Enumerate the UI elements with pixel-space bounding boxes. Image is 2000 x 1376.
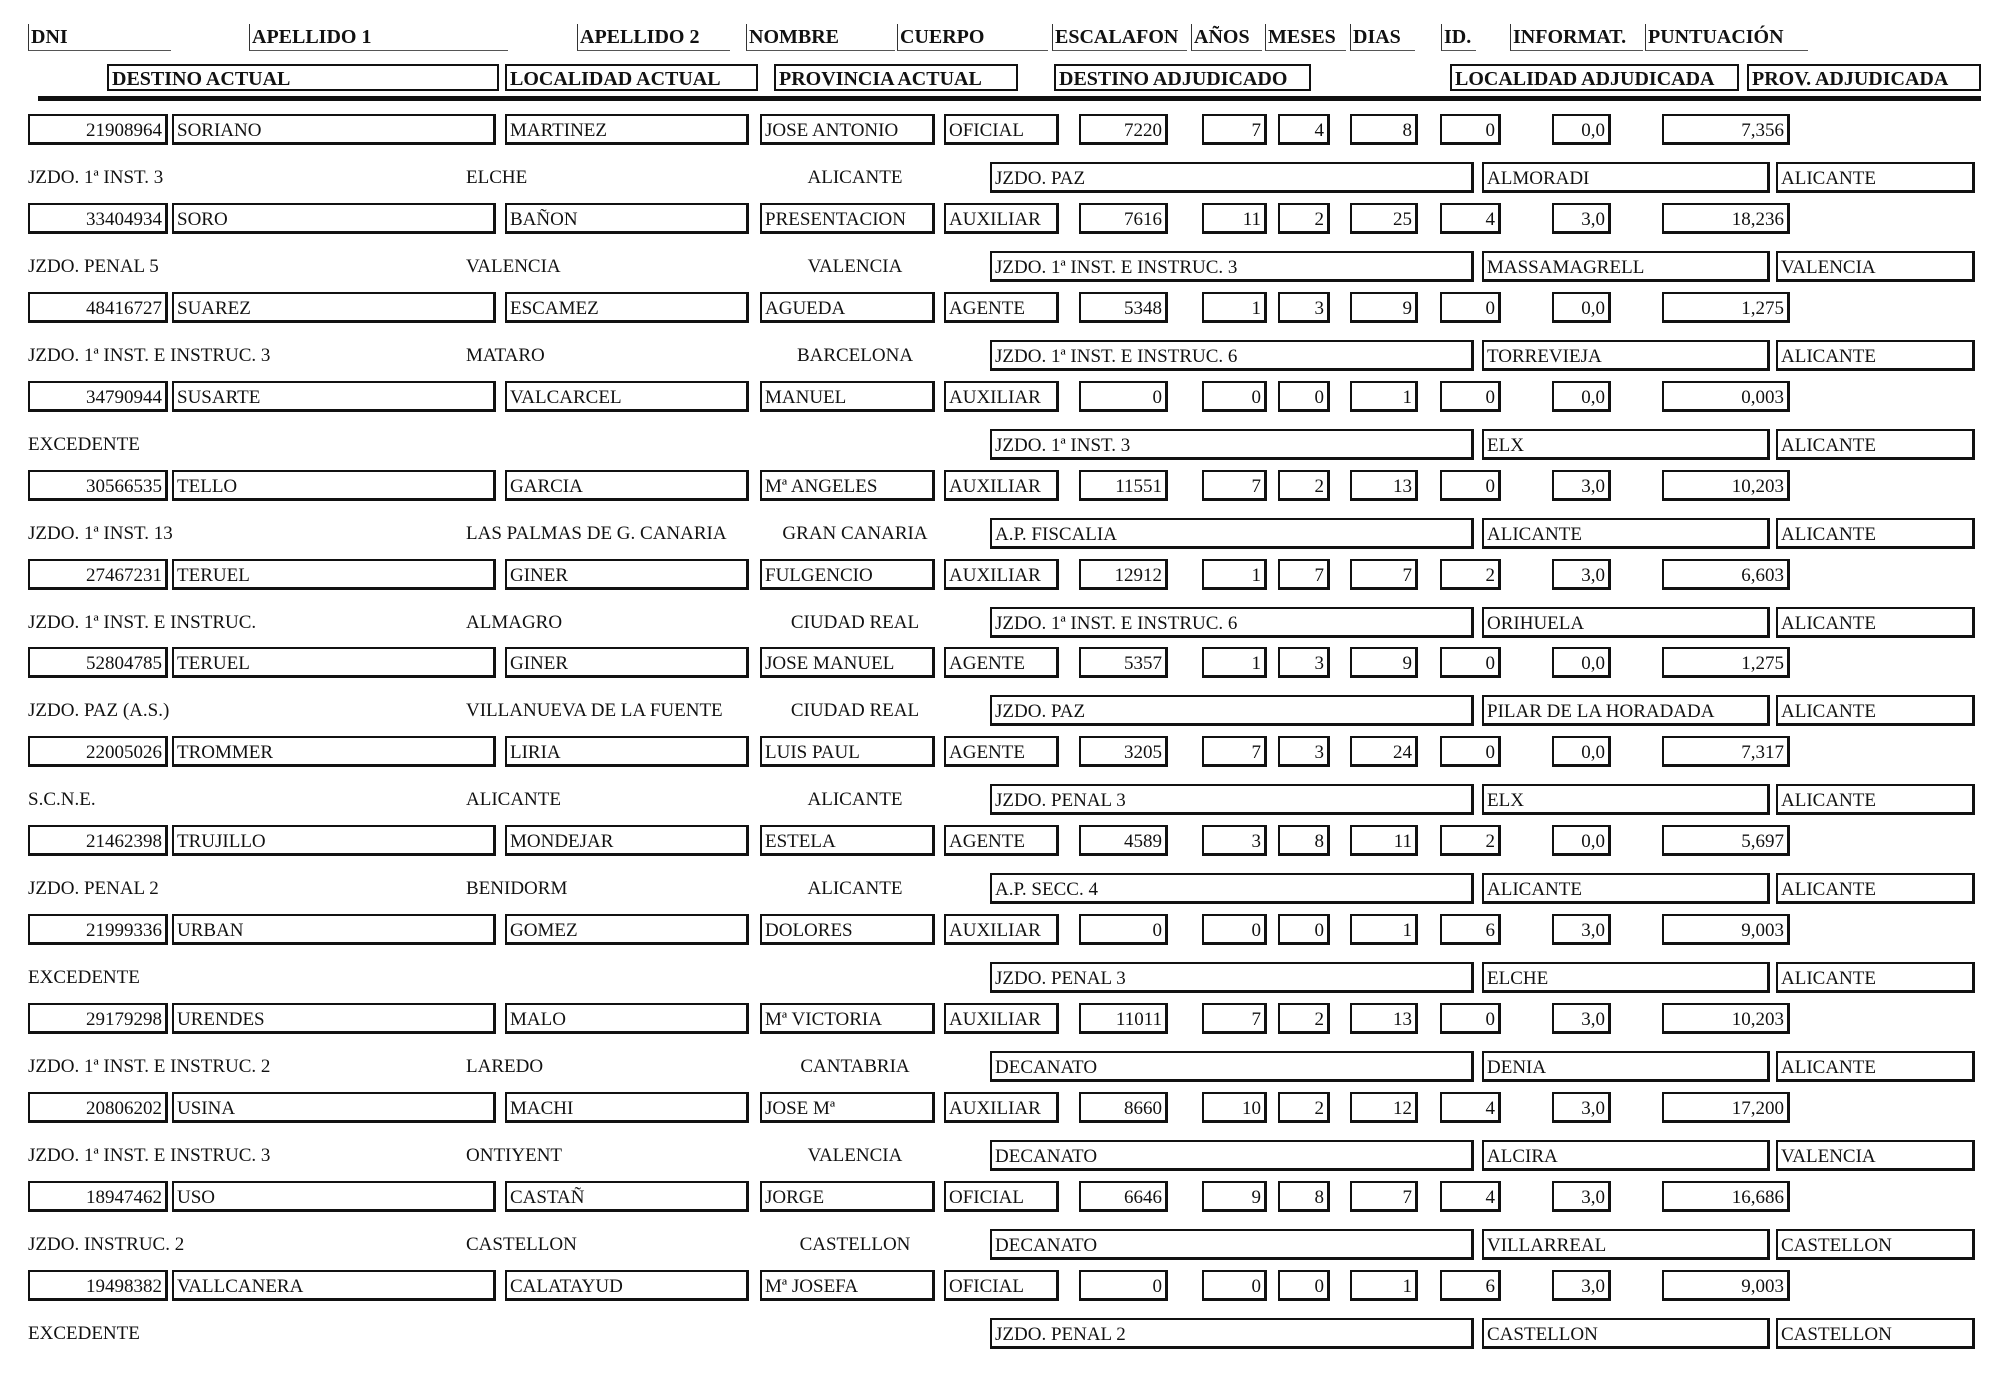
field-apellido1: SORO	[172, 203, 496, 234]
field-dias: 25	[1350, 203, 1418, 234]
field-localidad-adjudicada: TORREVIEJA	[1482, 340, 1770, 371]
field-cuerpo: AUXILIAR	[944, 470, 1059, 501]
field-anos: 7	[1202, 114, 1267, 145]
field-prov-adjudicada: VALENCIA	[1776, 1140, 1975, 1171]
field-prov-adjudicada: CASTELLON	[1776, 1318, 1975, 1349]
field-apellido1: USO	[172, 1181, 496, 1212]
field-puntuacion: 10,203	[1662, 470, 1790, 501]
field-apellido2: MONDEJAR	[505, 825, 749, 856]
field-prov-adjudicada: CASTELLON	[1776, 1229, 1975, 1260]
header-apellido2: APELLIDO 2	[577, 24, 730, 51]
header-dias: DIAS	[1350, 24, 1415, 51]
field-escalafon: 3205	[1079, 736, 1168, 767]
field-cuerpo: AUXILIAR	[944, 1003, 1059, 1034]
field-apellido1: SUAREZ	[172, 292, 496, 323]
field-destino-actual: JZDO. PAZ (A.S.)	[28, 700, 170, 722]
field-dias: 7	[1350, 1181, 1418, 1212]
field-puntuacion: 7,356	[1662, 114, 1790, 145]
header-id: ID.	[1441, 24, 1476, 51]
field-apellido2: VALCARCEL	[505, 381, 749, 412]
field-informat: 3,0	[1552, 470, 1611, 501]
field-destino-adjudicado: A.P. SECC. 4	[990, 873, 1474, 904]
field-apellido2: GOMEZ	[505, 914, 749, 945]
field-provincia-actual: VALENCIA	[807, 1144, 903, 1166]
field-apellido2: GINER	[505, 647, 749, 678]
field-id: 6	[1440, 914, 1501, 945]
field-destino-actual: JZDO. 1ª INST. E INSTRUC. 3	[28, 1144, 271, 1166]
field-dias: 8	[1350, 114, 1418, 145]
field-id: 4	[1440, 1092, 1501, 1123]
field-destino-adjudicado: JZDO. 1ª INST. E INSTRUC. 6	[990, 340, 1474, 371]
field-informat: 3,0	[1552, 1003, 1611, 1034]
field-anos: 1	[1202, 559, 1267, 590]
field-destino-actual: JZDO. 1ª INST. 13	[28, 522, 173, 544]
field-dni: 48416727	[28, 292, 168, 323]
field-puntuacion: 5,697	[1662, 825, 1790, 856]
field-apellido2: CASTAÑ	[505, 1181, 749, 1212]
field-destino-actual: EXCEDENTE	[28, 433, 140, 455]
field-localidad-actual: LAS PALMAS DE G. CANARIA	[466, 522, 727, 544]
field-localidad-adjudicada: CASTELLON	[1482, 1318, 1770, 1349]
field-informat: 0,0	[1552, 647, 1611, 678]
field-destino-actual: JZDO. PENAL 2	[28, 878, 159, 900]
header-localidad-actual: LOCALIDAD ACTUAL	[505, 64, 758, 91]
field-localidad-adjudicada: ALICANTE	[1482, 873, 1770, 904]
field-provincia-actual	[765, 962, 945, 993]
header-divider	[38, 96, 1981, 101]
field-apellido1: TELLO	[172, 470, 496, 501]
field-nombre: JOSE MANUEL	[760, 647, 935, 678]
field-meses: 2	[1278, 203, 1330, 234]
field-escalafon: 7616	[1079, 203, 1168, 234]
field-destino-adjudicado: JZDO. 1ª INST. E INSTRUC. 6	[990, 607, 1474, 638]
field-localidad-actual: ONTIYENT	[466, 1144, 563, 1166]
field-cuerpo: AGENTE	[944, 825, 1059, 856]
field-anos: 7	[1202, 1003, 1267, 1034]
field-meses: 2	[1278, 1003, 1330, 1034]
field-localidad-actual: VALENCIA	[466, 255, 561, 277]
field-cuerpo: AUXILIAR	[944, 381, 1059, 412]
field-anos: 7	[1202, 736, 1267, 767]
field-informat: 3,0	[1552, 914, 1611, 945]
field-anos: 3	[1202, 825, 1267, 856]
field-nombre: MANUEL	[760, 381, 935, 412]
field-informat: 3,0	[1552, 203, 1611, 234]
field-cuerpo: AUXILIAR	[944, 203, 1059, 234]
field-provincia-actual: ALICANTE	[807, 878, 903, 900]
field-prov-adjudicada: ALICANTE	[1776, 607, 1975, 638]
field-apellido2: BAÑON	[505, 203, 749, 234]
field-prov-adjudicada: ALICANTE	[1776, 962, 1975, 993]
field-id: 2	[1440, 559, 1501, 590]
field-anos: 10	[1202, 1092, 1267, 1123]
header-destino-actual: DESTINO ACTUAL	[107, 64, 499, 91]
field-meses: 2	[1278, 1092, 1330, 1123]
field-id: 0	[1440, 114, 1501, 145]
field-meses: 8	[1278, 825, 1330, 856]
field-escalafon: 6646	[1079, 1181, 1168, 1212]
field-meses: 8	[1278, 1181, 1330, 1212]
field-cuerpo: AGENTE	[944, 647, 1059, 678]
field-meses: 0	[1278, 914, 1330, 945]
field-localidad-adjudicada: ORIHUELA	[1482, 607, 1770, 638]
field-localidad-actual: LAREDO	[466, 1056, 544, 1077]
field-localidad-actual: ALMAGRO	[466, 611, 563, 633]
field-dni: 21908964	[28, 114, 168, 145]
header-localidad-adjudicada: LOCALIDAD ADJUDICADA	[1450, 64, 1739, 91]
field-dni: 19498382	[28, 1270, 168, 1301]
field-escalafon: 5357	[1079, 647, 1168, 678]
field-puntuacion: 1,275	[1662, 647, 1790, 678]
field-localidad-actual: VILLANUEVA DE LA FUENTE	[466, 700, 723, 722]
field-localidad-actual: ELCHE	[466, 167, 528, 188]
field-dni: 20806202	[28, 1092, 168, 1123]
field-nombre: ESTELA	[760, 825, 935, 856]
field-anos: 11	[1202, 203, 1267, 234]
field-cuerpo: OFICIAL	[944, 1270, 1059, 1301]
field-nombre: Mª JOSEFA	[760, 1270, 935, 1301]
field-prov-adjudicada: VALENCIA	[1776, 251, 1975, 282]
field-nombre: LUIS PAUL	[760, 736, 935, 767]
field-meses: 2	[1278, 470, 1330, 501]
field-dni: 22005026	[28, 736, 168, 767]
field-puntuacion: 16,686	[1662, 1181, 1790, 1212]
field-informat: 3,0	[1552, 1181, 1611, 1212]
field-localidad-actual: ALICANTE	[466, 789, 561, 811]
field-dias: 13	[1350, 470, 1418, 501]
field-escalafon: 7220	[1079, 114, 1168, 145]
field-apellido2: MARTINEZ	[505, 114, 749, 145]
field-cuerpo: AUXILIAR	[944, 914, 1059, 945]
field-nombre: AGUEDA	[760, 292, 935, 323]
field-apellido2: GARCIA	[505, 470, 749, 501]
field-meses: 4	[1278, 114, 1330, 145]
field-anos: 0	[1202, 1270, 1267, 1301]
field-destino-adjudicado: DECANATO	[990, 1051, 1474, 1082]
field-destino-adjudicado: JZDO. PAZ	[990, 695, 1474, 726]
field-dni: 18947462	[28, 1181, 168, 1212]
field-anos: 0	[1202, 381, 1267, 412]
field-localidad-actual: CASTELLON	[466, 1233, 577, 1255]
field-localidad-adjudicada: DENIA	[1482, 1051, 1770, 1082]
field-localidad-adjudicada: ELX	[1482, 429, 1770, 460]
field-escalafon: 0	[1079, 1270, 1168, 1301]
field-informat: 3,0	[1552, 1092, 1611, 1123]
field-escalafon: 11551	[1079, 470, 1168, 501]
field-puntuacion: 9,003	[1662, 1270, 1790, 1301]
field-destino-actual: EXCEDENTE	[28, 967, 140, 989]
field-destino-actual: JZDO. PENAL 5	[28, 255, 159, 277]
field-provincia-actual: ALICANTE	[807, 789, 903, 811]
field-prov-adjudicada: ALICANTE	[1776, 873, 1975, 904]
field-provincia-actual: BARCELONA	[796, 344, 914, 366]
field-destino-adjudicado: JZDO. 1ª INST. 3	[990, 429, 1474, 460]
header-informat: INFORMAT.	[1510, 24, 1643, 51]
field-puntuacion: 17,200	[1662, 1092, 1790, 1123]
field-dias: 1	[1350, 914, 1418, 945]
field-provincia-actual: CIUDAD REAL	[790, 700, 920, 722]
field-prov-adjudicada: ALICANTE	[1776, 162, 1975, 193]
field-meses: 3	[1278, 736, 1330, 767]
field-dias: 13	[1350, 1003, 1418, 1034]
field-apellido2: MACHI	[505, 1092, 749, 1123]
field-escalafon: 11011	[1079, 1003, 1168, 1034]
field-dni: 34790944	[28, 381, 168, 412]
field-escalafon: 4589	[1079, 825, 1168, 856]
field-anos: 9	[1202, 1181, 1267, 1212]
field-localidad-adjudicada: ALMORADI	[1482, 162, 1770, 193]
field-cuerpo: AGENTE	[944, 736, 1059, 767]
field-id: 4	[1440, 203, 1501, 234]
field-prov-adjudicada: ALICANTE	[1776, 695, 1975, 726]
field-apellido1: URENDES	[172, 1003, 496, 1034]
field-escalafon: 8660	[1079, 1092, 1168, 1123]
field-id: 0	[1440, 647, 1501, 678]
field-id: 4	[1440, 1181, 1501, 1212]
field-provincia-actual	[765, 1318, 945, 1349]
field-apellido1: TRUJILLO	[172, 825, 496, 856]
field-localidad-adjudicada: ELCHE	[1482, 962, 1770, 993]
field-destino-actual: JZDO. 1ª INST. E INSTRUC.	[28, 611, 257, 633]
field-destino-actual: JZDO. 1ª INST. 3	[28, 167, 164, 188]
field-dias: 9	[1350, 647, 1418, 678]
field-apellido2: MALO	[505, 1003, 749, 1034]
field-destino-adjudicado: JZDO. PENAL 3	[990, 784, 1474, 815]
field-localidad-adjudicada: ALCIRA	[1482, 1140, 1770, 1171]
field-meses: 0	[1278, 1270, 1330, 1301]
field-localidad-adjudicada: ELX	[1482, 784, 1770, 815]
field-dias: 12	[1350, 1092, 1418, 1123]
field-meses: 3	[1278, 647, 1330, 678]
field-apellido2: GINER	[505, 559, 749, 590]
field-apellido1: TERUEL	[172, 647, 496, 678]
field-localidad-adjudicada: MASSAMAGRELL	[1482, 251, 1770, 282]
field-nombre: PRESENTACION	[760, 203, 935, 234]
field-puntuacion: 18,236	[1662, 203, 1790, 234]
field-id: 2	[1440, 825, 1501, 856]
field-cuerpo: AUXILIAR	[944, 1092, 1059, 1123]
header-prov-adjudicada: PROV. ADJUDICADA	[1747, 64, 1981, 91]
field-dni: 52804785	[28, 647, 168, 678]
field-id: 0	[1440, 1003, 1501, 1034]
field-id: 0	[1440, 470, 1501, 501]
field-meses: 3	[1278, 292, 1330, 323]
field-informat: 3,0	[1552, 559, 1611, 590]
field-nombre: JOSE ANTONIO	[760, 114, 935, 145]
header-nombre: NOMBRE	[746, 24, 895, 51]
field-cuerpo: OFICIAL	[944, 114, 1059, 145]
field-localidad-adjudicada: ALICANTE	[1482, 518, 1770, 549]
field-apellido1: TERUEL	[172, 559, 496, 590]
field-escalafon: 12912	[1079, 559, 1168, 590]
field-anos: 1	[1202, 292, 1267, 323]
header-provincia-actual: PROVINCIA ACTUAL	[774, 64, 1018, 91]
header-dni: DNI	[28, 24, 171, 51]
field-informat: 3,0	[1552, 1270, 1611, 1301]
field-destino-adjudicado: JZDO. 1ª INST. E INSTRUC. 3	[990, 251, 1474, 282]
field-id: 0	[1440, 736, 1501, 767]
field-destino-actual: JZDO. 1ª INST. E INSTRUC. 3	[28, 344, 271, 366]
header-cuerpo: CUERPO	[897, 24, 1048, 51]
field-anos: 7	[1202, 470, 1267, 501]
field-nombre: Mª ANGELES	[760, 470, 935, 501]
field-escalafon: 0	[1079, 914, 1168, 945]
field-dni: 30566535	[28, 470, 168, 501]
field-apellido1: TROMMER	[172, 736, 496, 767]
field-prov-adjudicada: ALICANTE	[1776, 429, 1975, 460]
field-nombre: Mª VICTORIA	[760, 1003, 935, 1034]
field-apellido1: URBAN	[172, 914, 496, 945]
field-dni: 29179298	[28, 1003, 168, 1034]
field-escalafon: 0	[1079, 381, 1168, 412]
field-anos: 1	[1202, 647, 1267, 678]
field-puntuacion: 1,275	[1662, 292, 1790, 323]
field-id: 0	[1440, 381, 1501, 412]
field-dni: 27467231	[28, 559, 168, 590]
field-cuerpo: AGENTE	[944, 292, 1059, 323]
field-destino-adjudicado: DECANATO	[990, 1140, 1474, 1171]
field-dias: 1	[1350, 1270, 1418, 1301]
field-destino-actual: EXCEDENTE	[28, 1322, 140, 1344]
header-meses: MESES	[1265, 24, 1346, 51]
field-dias: 24	[1350, 736, 1418, 767]
field-informat: 0,0	[1552, 825, 1611, 856]
field-apellido1: USINA	[172, 1092, 496, 1123]
field-localidad-actual: MATARO	[466, 344, 545, 366]
field-prov-adjudicada: ALICANTE	[1776, 784, 1975, 815]
header-escalafon: ESCALAFON	[1052, 24, 1187, 51]
field-localidad-adjudicada: PILAR DE LA HORADADA	[1482, 695, 1770, 726]
field-meses: 7	[1278, 559, 1330, 590]
field-apellido2: LIRIA	[505, 736, 749, 767]
field-provincia-actual: VALENCIA	[807, 255, 903, 277]
field-provincia-actual	[765, 429, 945, 460]
field-puntuacion: 9,003	[1662, 914, 1790, 945]
field-apellido1: SORIANO	[172, 114, 496, 145]
field-dias: 9	[1350, 292, 1418, 323]
field-provincia-actual: CIUDAD REAL	[790, 611, 920, 633]
field-destino-adjudicado: JZDO. PENAL 3	[990, 962, 1474, 993]
field-cuerpo: OFICIAL	[944, 1181, 1059, 1212]
field-provincia-actual: ALICANTE	[807, 167, 903, 188]
field-provincia-actual: GRAN CANARIA	[782, 522, 928, 544]
field-dias: 1	[1350, 381, 1418, 412]
field-puntuacion: 0,003	[1662, 381, 1790, 412]
field-destino-adjudicado: DECANATO	[990, 1229, 1474, 1260]
field-dni: 21999336	[28, 914, 168, 945]
header-apellido1: APELLIDO 1	[249, 24, 508, 51]
header-puntuacion: PUNTUACIÓN	[1645, 24, 1808, 51]
field-nombre: JORGE	[760, 1181, 935, 1212]
field-anos: 0	[1202, 914, 1267, 945]
field-apellido2: ESCAMEZ	[505, 292, 749, 323]
field-localidad-adjudicada: VILLARREAL	[1482, 1229, 1770, 1260]
field-id: 6	[1440, 1270, 1501, 1301]
field-nombre: JOSE Mª	[760, 1092, 935, 1123]
field-dias: 7	[1350, 559, 1418, 590]
field-dias: 11	[1350, 825, 1418, 856]
field-prov-adjudicada: ALICANTE	[1776, 340, 1975, 371]
field-apellido1: SUSARTE	[172, 381, 496, 412]
field-provincia-actual: CANTABRIA	[800, 1056, 910, 1077]
field-destino-actual: S.C.N.E.	[28, 789, 96, 811]
field-dni: 33404934	[28, 203, 168, 234]
field-destino-actual: JZDO. INSTRUC. 2	[28, 1233, 185, 1255]
header-anos: AÑOS	[1191, 24, 1262, 51]
header-destino-adjudicado: DESTINO ADJUDICADO	[1054, 64, 1311, 91]
field-puntuacion: 7,317	[1662, 736, 1790, 767]
field-provincia-actual: CASTELLON	[799, 1233, 911, 1255]
field-escalafon: 5348	[1079, 292, 1168, 323]
field-puntuacion: 10,203	[1662, 1003, 1790, 1034]
field-destino-actual: JZDO. 1ª INST. E INSTRUC. 2	[28, 1056, 271, 1077]
field-localidad-actual: BENIDORM	[466, 878, 568, 900]
field-cuerpo: AUXILIAR	[944, 559, 1059, 590]
field-nombre: FULGENCIO	[760, 559, 935, 590]
field-prov-adjudicada: ALICANTE	[1776, 518, 1975, 549]
field-id: 0	[1440, 292, 1501, 323]
field-meses: 0	[1278, 381, 1330, 412]
field-prov-adjudicada: ALICANTE	[1776, 1051, 1975, 1082]
field-puntuacion: 6,603	[1662, 559, 1790, 590]
field-apellido1: VALLCANERA	[172, 1270, 496, 1301]
field-destino-adjudicado: A.P. FISCALIA	[990, 518, 1474, 549]
field-nombre: DOLORES	[760, 914, 935, 945]
field-destino-adjudicado: JZDO. PENAL 2	[990, 1318, 1474, 1349]
field-destino-adjudicado: JZDO. PAZ	[990, 162, 1474, 193]
field-informat: 0,0	[1552, 736, 1611, 767]
field-dni: 21462398	[28, 825, 168, 856]
field-informat: 0,0	[1552, 114, 1611, 145]
field-apellido2: CALATAYUD	[505, 1270, 749, 1301]
field-informat: 0,0	[1552, 381, 1611, 412]
field-informat: 0,0	[1552, 292, 1611, 323]
